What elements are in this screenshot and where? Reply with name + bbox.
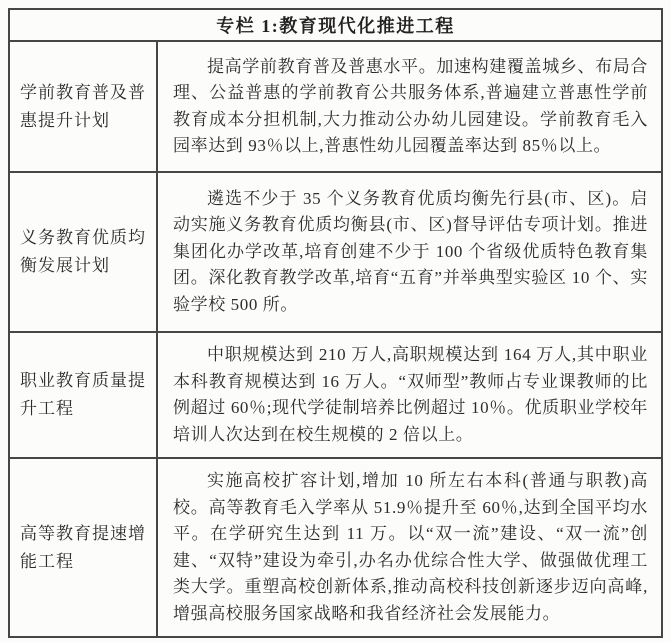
table-row (9, 332, 662, 458)
row-content-compulsory-education-plan: 遴选不少于 35 个义务教育优质均衡先行县(市、区)。启动实施义务教育优质均衡县(市、区)督导评估专项计划。推进集团化办学改革,培育创建不少于 100 个省级优质特色教育集团。深化教育教学改革,培育“五育”并举典型实验区 10 个、实验学校 500 所。 (157, 172, 662, 332)
plan-column-table (8, 8, 663, 638)
row-label-vocational-education-project: 职业教育质量提升工程 (9, 332, 157, 458)
row-content-higher-education-project: 实施高校扩容计划,增加 10 所左右本科(普通与职教)高校。高等教育毛入学率从 51.9％提升至 60％,达到全国平均水平。在学研究生达到 11 万。以“双一流”建设、“双一流”创建、“双特”建设为牵引,办名办优综合性大学、做强做优理工类大学。重塑高校创新体系,推动高校科技创新逐步迈向高峰,增强高校服务国家战略和我省经济社会发展能力。 (157, 458, 662, 637)
table-title: 专栏 1:教育现代化推进工程 (9, 9, 662, 41)
row-content-preschool-plan: 提高学前教育普及普惠水平。加速构建覆盖城乡、布局合理、公益普惠的学前教育公共服务体系,普遍建立普惠性学前教育成本分担机制,大力推动公办幼儿园建设。学前教育毛入园率达到 93％以上,普惠性幼儿园覆盖率达到 85％以上。 (157, 41, 662, 172)
table-row (9, 41, 662, 172)
table-row (9, 458, 662, 637)
row-content-vocational-education-project: 中职规模达到 210 万人,高职规模达到 164 万人,其中职业本科教育规模达到 16 万人。“双师型”教师占专业课教师的比例超过 60％;现代学徒制培养比例超过 10％。优质职业学校年培训人次达到在校生规模的 2 倍以上。 (157, 332, 662, 458)
table-header-row (9, 9, 662, 41)
row-label-preschool-plan: 学前教育普及普惠提升计划 (9, 41, 157, 172)
row-label-higher-education-project: 高等教育提速增能工程 (9, 458, 157, 637)
table-row (9, 172, 662, 332)
row-label-compulsory-education-plan: 义务教育优质均衡发展计划 (9, 172, 157, 332)
